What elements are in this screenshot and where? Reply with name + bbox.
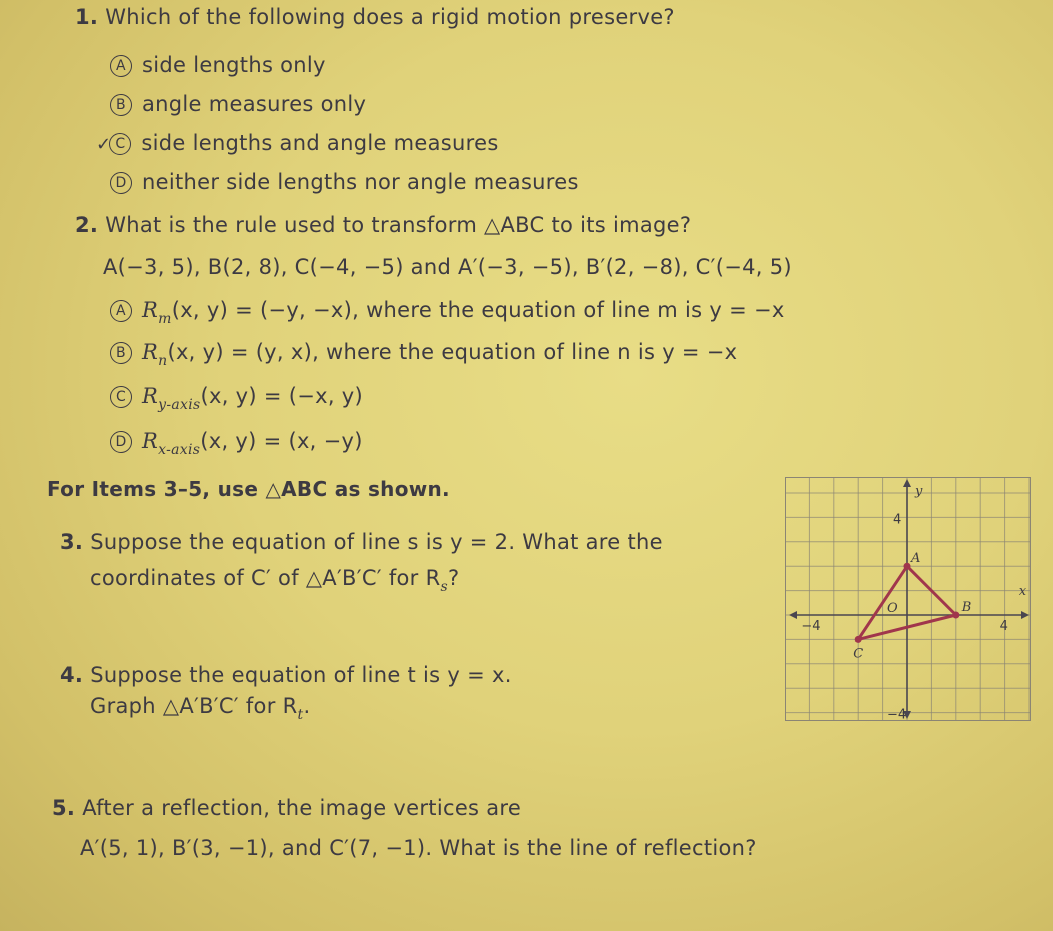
option-letter-a: A: [110, 55, 132, 77]
q1-text: [75, 5, 675, 29]
q2-option-a[interactable]: [110, 298, 785, 327]
q4-prompt-3: .: [303, 694, 311, 718]
q3-number: 3.: [60, 530, 84, 554]
vertex-label-a: A: [911, 551, 921, 567]
q1-option-b[interactable]: [110, 92, 366, 116]
q1-option-c[interactable]: [96, 131, 499, 155]
q2-option-b[interactable]: [110, 340, 737, 369]
q4-prompt-2: Graph △A′B′C′ for R: [90, 694, 298, 718]
option-letter-b: B: [110, 94, 132, 116]
vertex-a: [904, 563, 911, 570]
tick-label-x-4: 4: [999, 619, 1008, 634]
option-letter-c: C: [110, 386, 132, 408]
q3-prompt-2: coordinates of C′ of △A′B′C′ for R: [90, 566, 441, 590]
option-letter-c: C: [109, 133, 131, 155]
axes: [789, 479, 1029, 719]
grid-border: [786, 478, 1031, 721]
y-axis-arrow-up: [903, 479, 911, 487]
items-heading: For Items 3–5, use △ABC as shown.: [47, 477, 450, 501]
rule-symbol: R: [142, 384, 159, 408]
x-axis-arrow-right: [1021, 611, 1029, 619]
vertex-b: [952, 612, 959, 619]
rule-subscript: y-axis: [158, 397, 201, 413]
option-text: angle measures only: [142, 92, 367, 116]
option-letter-d: D: [110, 172, 132, 194]
option-text: side lengths and angle measures: [141, 131, 499, 155]
q4-subscript: t: [297, 707, 304, 723]
q1-option-d[interactable]: [110, 170, 579, 194]
q5-line1: [52, 796, 521, 820]
rule-subscript: n: [158, 353, 168, 369]
vertex-label-b: B: [961, 600, 972, 615]
q4-line1: [60, 663, 512, 687]
x-axis-label: x: [1018, 584, 1027, 599]
grid-lines: [785, 477, 1031, 721]
option-letter-b: B: [110, 342, 132, 364]
vertex-label-c: C: [853, 646, 864, 662]
option-letter-d: D: [110, 431, 132, 453]
q3-line2: [90, 566, 459, 595]
q3-line1: [60, 530, 663, 554]
vertex-c: [855, 636, 862, 643]
graph-labels: [801, 484, 1026, 721]
q4-prompt-1: Suppose the equation of line t is y = x.: [90, 663, 512, 687]
q1-number: 1.: [75, 5, 99, 29]
q3-prompt-3: ?: [447, 566, 460, 590]
q1-prompt: Which of the following does a rigid motion preserve?: [105, 5, 675, 29]
q2-number: 2.: [75, 213, 99, 237]
option-text: neither side lengths nor angle measures: [142, 170, 579, 194]
rule-symbol: R: [142, 340, 159, 364]
q2-text: [75, 213, 691, 237]
q2-option-d[interactable]: [110, 429, 363, 458]
q1-option-a[interactable]: [110, 53, 326, 77]
q2-option-c[interactable]: [110, 384, 363, 413]
rule-text: (x, y) = (y, x), where the equation of line n is y = −x: [167, 340, 738, 364]
rule-symbol: R: [142, 298, 159, 322]
q2-given: [103, 255, 792, 279]
q3-subscript: s: [440, 579, 448, 595]
origin-label: O: [887, 601, 898, 616]
rule-text: (x, y) = (x, −y): [200, 429, 363, 453]
option-letter-a: A: [110, 300, 132, 322]
q2-prompt: What is the rule used to transform △ABC to its image?: [105, 213, 692, 237]
q5-number: 5.: [52, 796, 76, 820]
rule-subscript: m: [158, 311, 172, 327]
q4-line2: [90, 694, 310, 723]
rule-text: (x, y) = (−x, y): [200, 384, 364, 408]
q2-given-text: A(−3, 5), B(2, 8), C(−4, −5) and A′(−3, −5), B′(2, −8), C′(−4, 5): [103, 255, 792, 279]
q5-line2: A′(5, 1), B′(3, −1), and C′(7, −1). What is the line of reflection?: [80, 836, 757, 860]
graph-svg: [785, 477, 1031, 721]
coordinate-graph: [785, 477, 1031, 721]
tick-label-y-neg4: −4: [887, 707, 907, 721]
q4-number: 4.: [60, 663, 84, 687]
q5-prompt-1: After a reflection, the image vertices are: [82, 796, 522, 820]
x-axis-arrow-left: [789, 611, 797, 619]
rule-subscript: x-axis: [158, 442, 201, 458]
q3-prompt-1: Suppose the equation of line s is y = 2. What are the: [90, 530, 663, 554]
y-axis-label: y: [915, 484, 923, 499]
option-text: side lengths only: [142, 53, 326, 77]
tick-label-y-4: 4: [893, 512, 902, 528]
tick-label-x-neg4: −4: [801, 619, 821, 634]
rule-symbol: R: [142, 429, 159, 453]
check-mark-icon: ✓: [96, 134, 112, 155]
rule-text: (x, y) = (−y, −x), where the equation of line m is y = −x: [171, 298, 785, 322]
